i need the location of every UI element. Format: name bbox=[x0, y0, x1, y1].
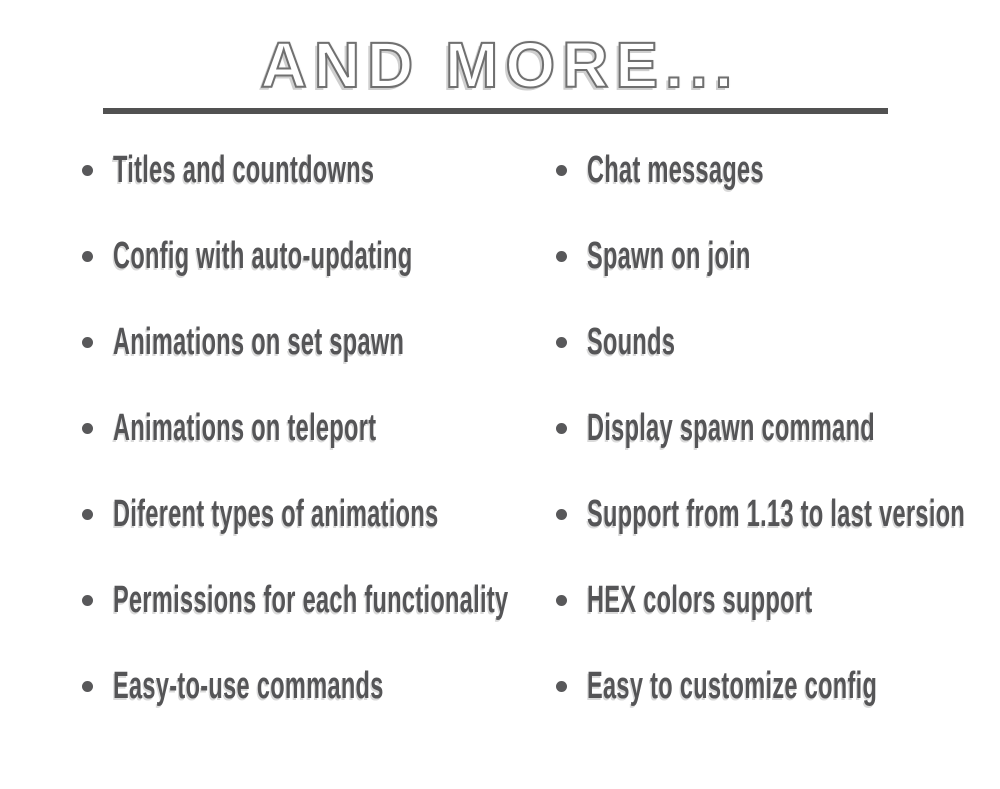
feature-list-right bbox=[546, 127, 1000, 729]
bullet-icon bbox=[82, 337, 93, 348]
list-item-label: Easy to customize config bbox=[587, 664, 878, 707]
list-item bbox=[546, 127, 1000, 213]
bullet-icon bbox=[82, 595, 93, 606]
list-item bbox=[72, 385, 546, 471]
list-item bbox=[72, 643, 546, 729]
bullet-icon bbox=[556, 423, 567, 434]
list-item-label: Support from 1.13 to last version bbox=[587, 492, 966, 535]
list-item bbox=[72, 557, 546, 643]
bullet-icon bbox=[82, 165, 93, 176]
list-item-label: Animations on teleport bbox=[113, 406, 377, 449]
list-item bbox=[546, 385, 1000, 471]
list-item-label: Animations on set spawn bbox=[113, 320, 405, 363]
bullet-icon bbox=[556, 595, 567, 606]
bullet-icon bbox=[82, 509, 93, 520]
feature-columns bbox=[0, 127, 1000, 729]
bullet-icon bbox=[556, 165, 567, 176]
list-item bbox=[72, 471, 546, 557]
bullet-icon bbox=[82, 423, 93, 434]
list-item bbox=[546, 557, 1000, 643]
list-item-label: Config with auto-updating bbox=[113, 234, 413, 277]
list-item bbox=[72, 213, 546, 299]
list-item-label: Titles and countdowns bbox=[113, 148, 375, 191]
list-item-label: Permissions for each functionality bbox=[113, 578, 509, 621]
list-item-label: Diferent types of animations bbox=[113, 492, 439, 535]
bullet-icon bbox=[556, 509, 567, 520]
bullet-icon bbox=[556, 337, 567, 348]
page-title: AND MORE... bbox=[260, 29, 740, 101]
list-item bbox=[72, 299, 546, 385]
feature-list-left bbox=[72, 127, 546, 729]
list-item-label: Sounds bbox=[587, 320, 676, 363]
list-item-label: Chat messages bbox=[587, 148, 764, 191]
list-item bbox=[546, 643, 1000, 729]
list-item bbox=[546, 471, 1000, 557]
bullet-icon bbox=[556, 681, 567, 692]
list-item-label: Easy-to-use commands bbox=[113, 664, 384, 707]
list-item-label: Display spawn command bbox=[587, 406, 875, 449]
list-item bbox=[546, 299, 1000, 385]
bullet-icon bbox=[82, 251, 93, 262]
list-item bbox=[546, 213, 1000, 299]
list-item bbox=[72, 127, 546, 213]
list-item-label: Spawn on join bbox=[587, 234, 751, 277]
title-underline-divider bbox=[103, 108, 888, 114]
list-item-label: HEX colors support bbox=[587, 578, 813, 621]
bullet-icon bbox=[556, 251, 567, 262]
bullet-icon bbox=[82, 681, 93, 692]
